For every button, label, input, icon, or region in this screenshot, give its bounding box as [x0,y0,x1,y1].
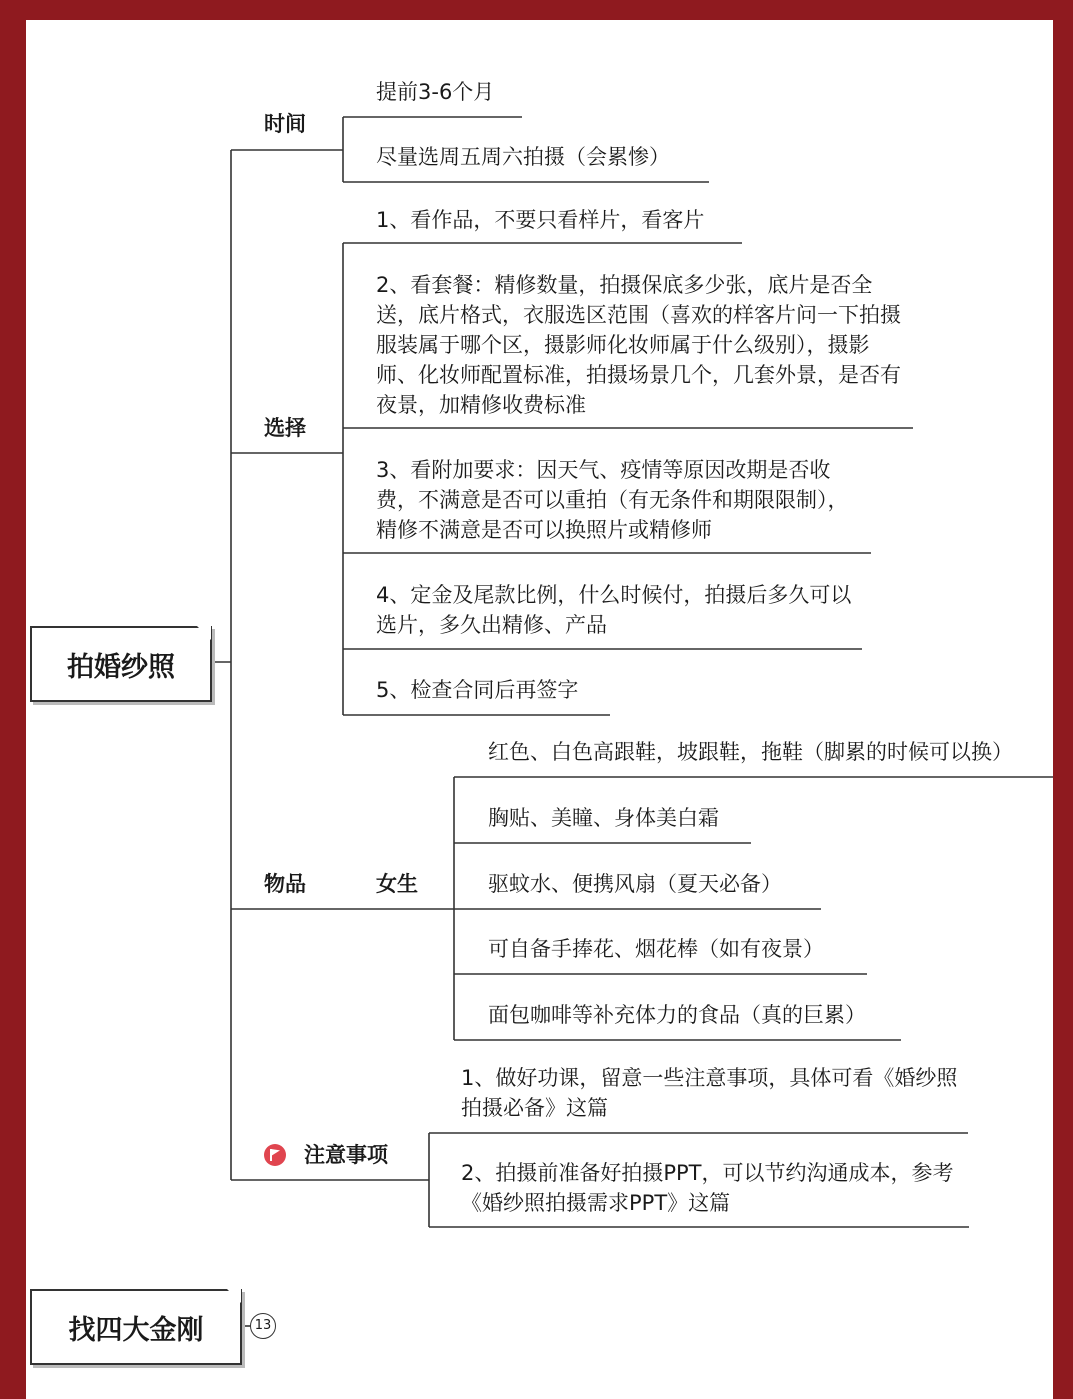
branch-notes-label[interactable]: 注意事项 [304,1143,388,1167]
branch-items-label[interactable]: 物品 [264,872,306,896]
mind-map-canvas [26,20,1053,1399]
root-node[interactable] [30,626,212,702]
choose-item[interactable]: 1、看作品，不要只看样片，看客片 [376,208,705,232]
branch-items-sub-label[interactable]: 女生 [376,872,418,896]
red-flag-icon [264,1144,286,1166]
collapsed-count-badge[interactable]: 13 [250,1313,276,1339]
choose-item[interactable]: 3、看附加要求：因天气、疫情等原因改期是否收费，不满意是否可以重拍（有无条件和期限限制），精修不满意是否可以换照片或精修师 [376,458,849,542]
notes-item[interactable]: 1、做好功课，留意一些注意事项，具体可看《婚纱照拍摄必备》这篇 [461,1066,958,1120]
items-item[interactable]: 胸贴、美瞳、身体美白霜 [488,806,719,830]
root-label: 拍婚纱照 [67,651,175,683]
choose-item[interactable]: 4、定金及尾款比例，什么时候付，拍摄后多久可以选片，多久出精修、产品 [376,583,852,637]
items-item[interactable]: 驱蚊水、便携风扇（夏天必备） [488,872,782,896]
branch-time-label[interactable]: 时间 [264,112,306,136]
root2-fold-corner [227,1289,241,1303]
items-item[interactable]: 面包咖啡等补充体力的食品（真的巨累） [488,1003,866,1027]
root2-label: 找四大金刚 [68,1314,204,1346]
choose-item[interactable]: 2、看套餐：精修数量，拍摄保底多少张，底片是否全送，底片格式，衣服选区范围（喜欢的样客片问一下拍摄服装属于哪个区，摄影师化妆师属于什么级别），摄影师、化妆师配置标准，拍摄场景几个，几套外景，是否有夜景，加精修收费标准 [376,273,901,417]
time-item[interactable]: 尽量选周五周六拍摄（会累惨） [376,145,670,169]
time-item[interactable]: 提前3-6个月 [376,80,495,104]
items-item[interactable]: 红色、白色高跟鞋，坡跟鞋，拖鞋（脚累的时候可以换） [488,740,1013,764]
root2-node[interactable] [30,1289,242,1365]
branch-choose-label[interactable]: 选择 [264,416,306,440]
root-fold-corner [197,626,211,640]
items-item[interactable]: 可自备手捧花、烟花棒（如有夜景） [488,937,824,961]
choose-item[interactable]: 5、检查合同后再签字 [376,678,579,702]
notes-item[interactable]: 2、拍摄前准备好拍摄PPT，可以节约沟通成本，参考《婚纱照拍摄需求PPT》这篇 [461,1161,954,1215]
